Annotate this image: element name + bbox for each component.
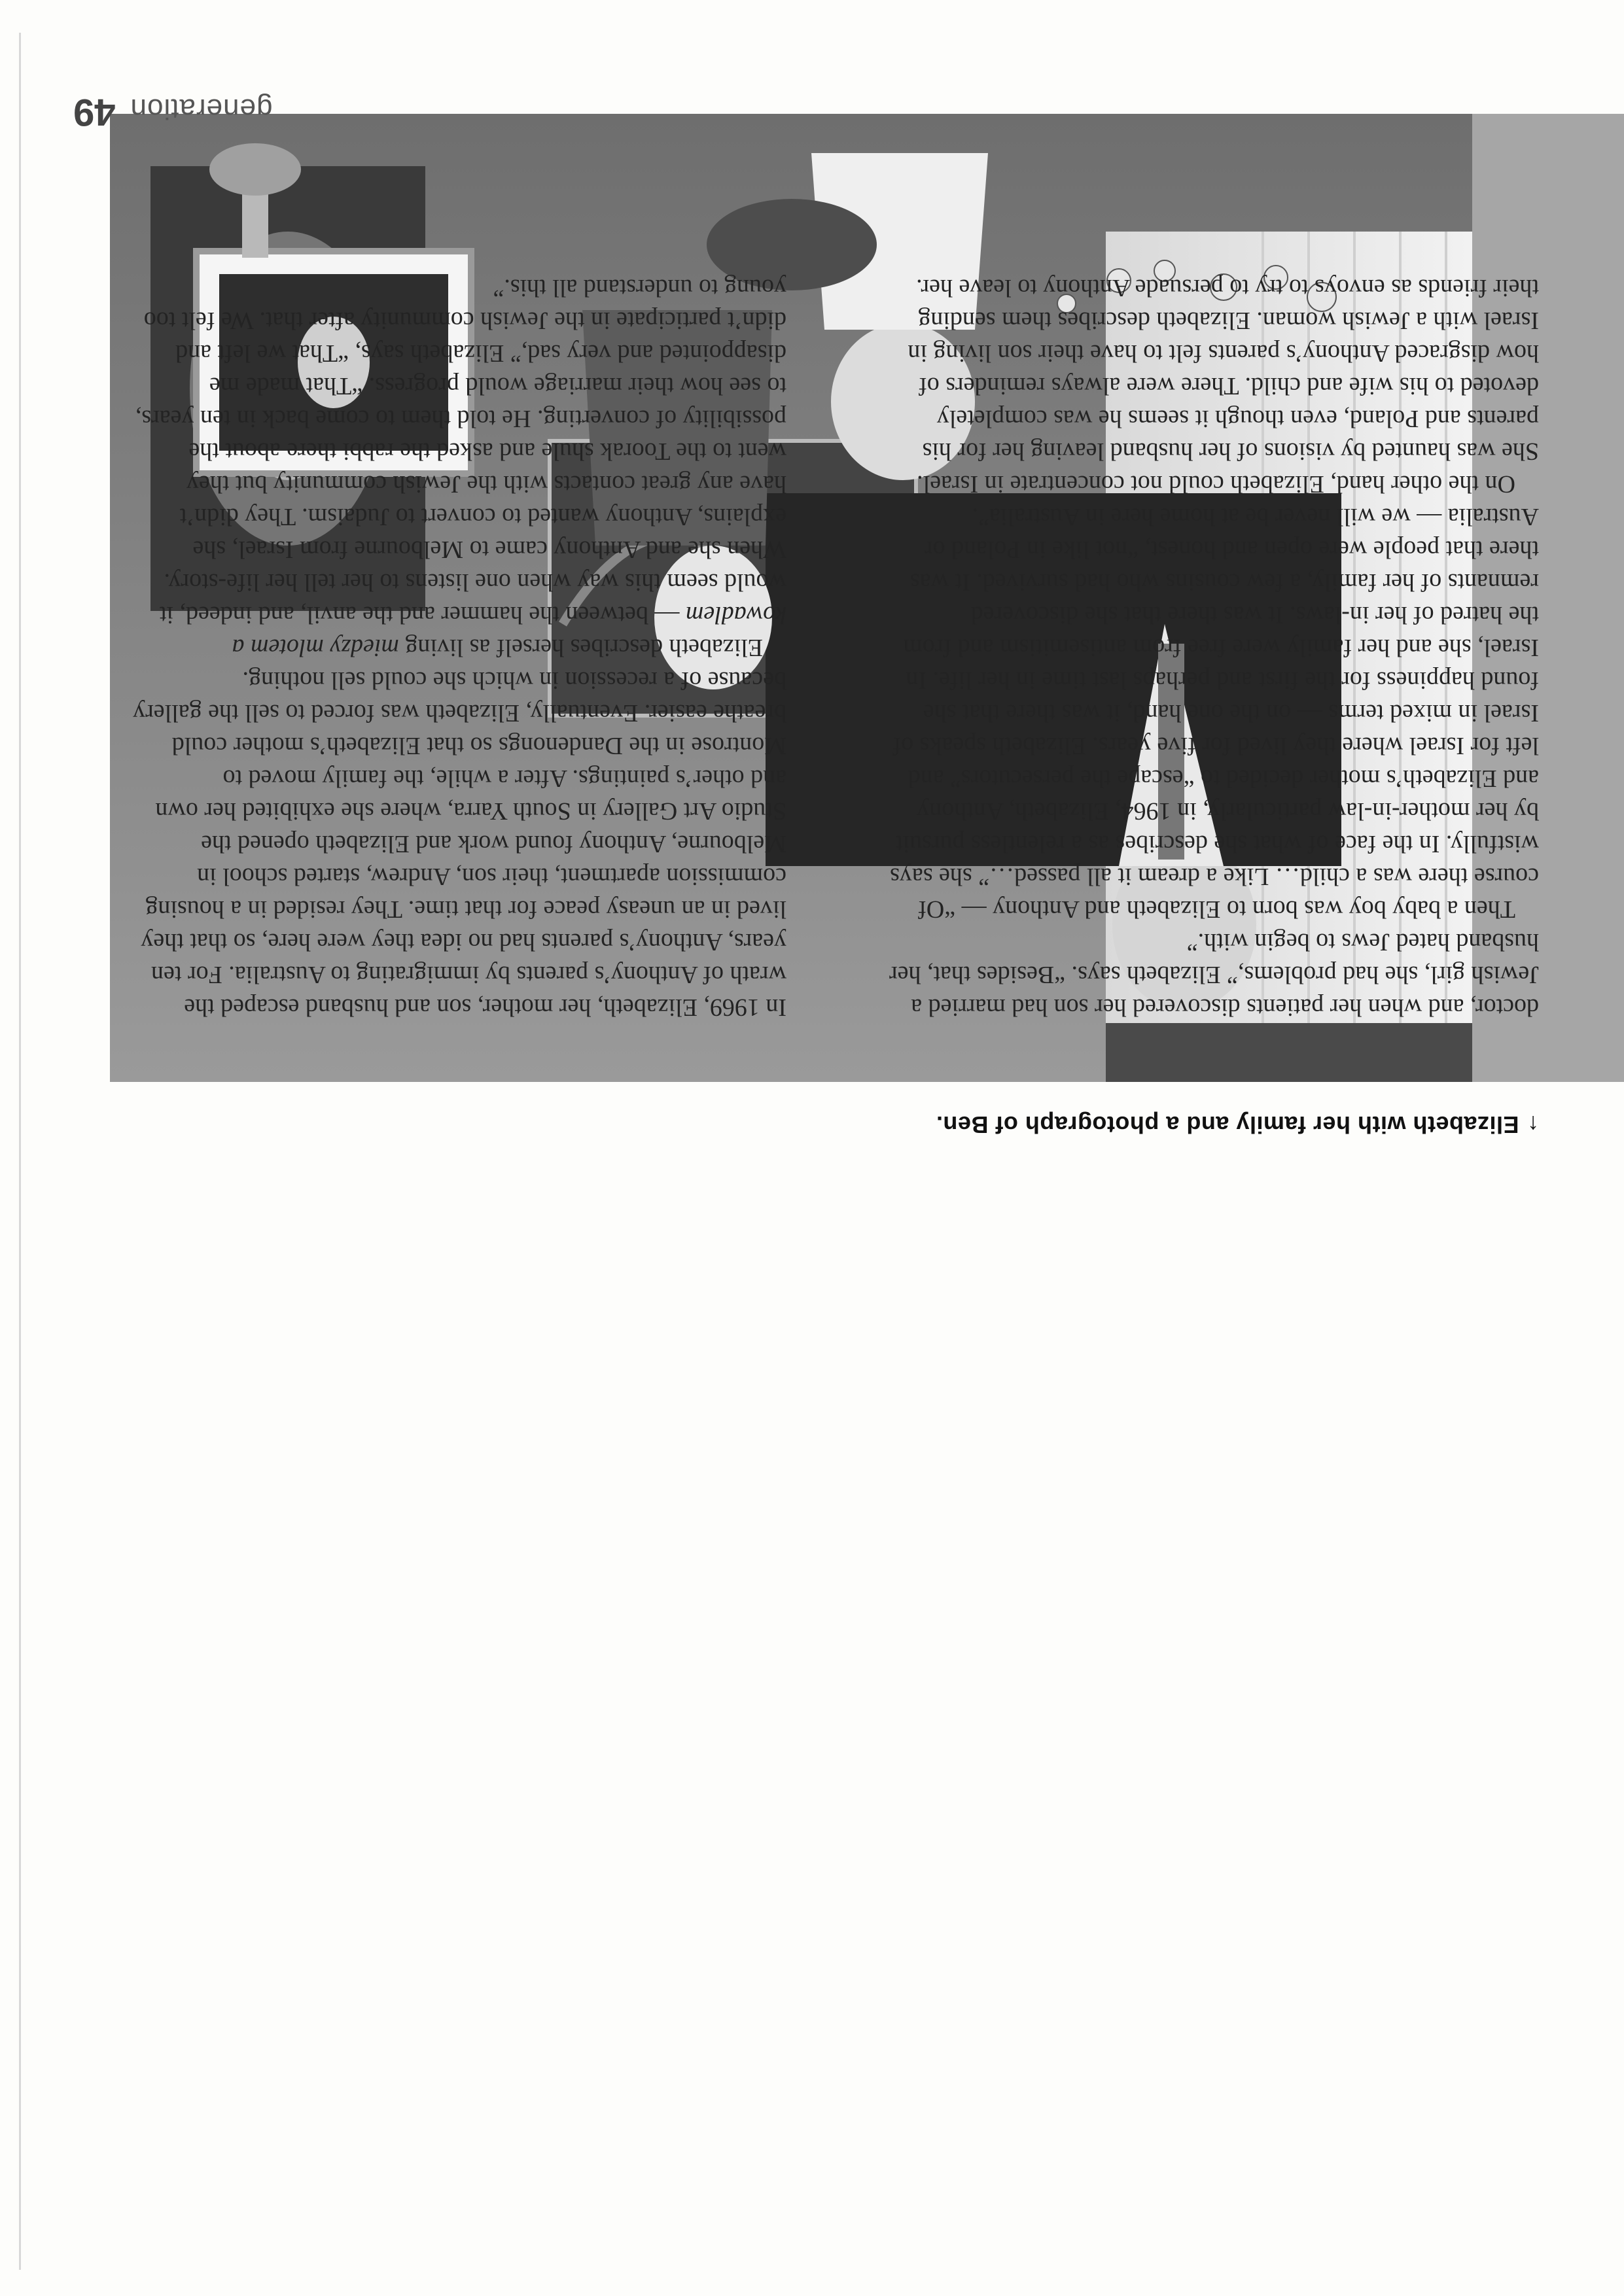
text-column-left xyxy=(885,271,1539,1024)
photo-caption xyxy=(623,1111,1539,1138)
up-arrow-icon: ↑ xyxy=(1527,1111,1539,1138)
paragraph xyxy=(132,271,786,664)
caption-text: Elizabeth with her family and a photograph of Ben. xyxy=(936,1111,1519,1138)
paragraph-lead: Elizabeth describes herself as living xyxy=(398,634,763,661)
page-footer xyxy=(73,90,662,134)
paragraph: doctor, and when her patients discovered her son had married a Jewish girl, she had problems,” Elizabeth says. “Besides that, her husband hated Jews to begin with.” xyxy=(889,928,1539,1021)
paragraph: Then a baby boy was born to Elizabeth and Anthony — “Of course there was a child… Like a dream it all passed…” she says wistfully. In the face of what she describes as a relentless pursuit by her mother-in-law particularly, in 1964, Elizabeth, Anthony and Elizabeth’s mother decided to “escape the persecutors” and left for Israel where they lived for five years. Elizabeth speaks of Israel in mixed terms — on the one hand, it was there that she found happiness for the first and perhaps last time in her life. In Israel, she and her family were free from antisemitism and from the hatred of her in-laws. It was there that she discovered remnants of her family, a few cousins who had survived. It was there that people were open and honest, “not like in Poland or Australia — we will never be at home here in Australia”. xyxy=(890,503,1539,923)
page-number: 49 xyxy=(73,91,116,133)
section-name: generation xyxy=(130,93,273,125)
text-column-right xyxy=(132,271,786,1024)
paragraph: On the other hand, Elizabeth could not concentrate in Israel. She was haunted by visions of her husband leaving her for his parents and Poland, even though it seems he was completely devoted to his wife and child. There were always reminders of how disgraced Anthony’s parents felt to have their son living in Israel with a Jewish woman. Elizabeth describes them sending their friends as envoys to try to persuade Anthony to leave her. xyxy=(908,274,1539,498)
page-edge-line xyxy=(19,33,21,2270)
paragraph: In 1969, Elizabeth, her mother, son and husband escaped the wrath of Anthony’s parents by immigrating to Australia. For ten years, Anthony’s parents had no idea they were here, so that they lived in an uneasy peace for that time. They resided in a housing commission apartment, their son, Andrew, started school in Melbourne, Anthony found work and Elizabeth opened the Studio Art Gallery in South Yarra, where she exhibited her own and other’s paintings. After a while, the family moved to Montrose in the Dandenongs so that Elizabeth’s mother could breathe easier. Eventually, Elizabeth was forced to sell the gallery because of a recession in which she could sell nothing. xyxy=(133,667,786,1021)
polish-phrase: miedzy mlotem a kowadlem xyxy=(232,601,786,661)
paragraph-rest: — between the hammer and the anvil, and indeed, it would seem this way when one listens to her tell her life-story. When she and Anthony came to Melbourne from Israel, she explains, Anthony wanted to convert to Judaism. They didn’t have any great contacts with the Jewish community but they went to the Toorak shule and asked the rabbi there about the possibility of converting. He told them to come back in ten years, to see how their marriage would progress. “That made me disappointed and very sad,” Elizabeth says, “That we left and didn’t participate in the Jewish community after that. We felt too young to understand all this.” xyxy=(135,274,786,629)
